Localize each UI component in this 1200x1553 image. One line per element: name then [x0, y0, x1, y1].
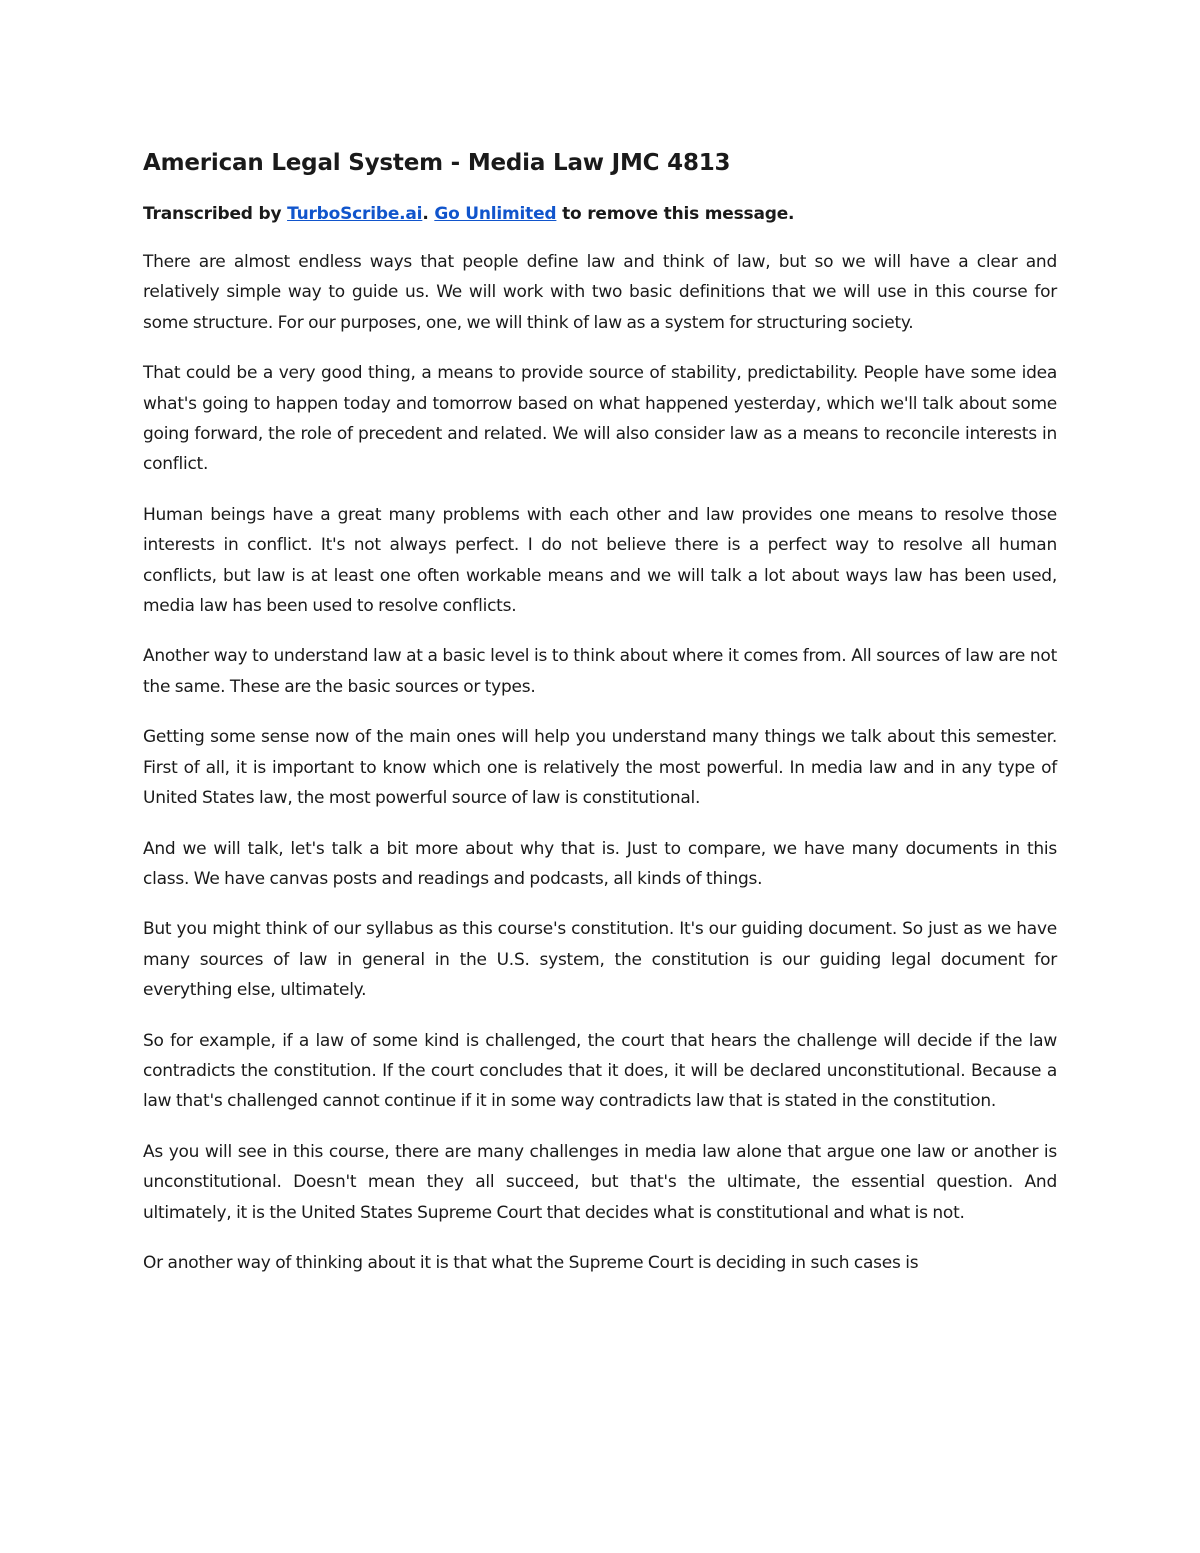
banner-suffix: to remove this message.: [556, 204, 795, 224]
paragraph: That could be a very good thing, a means to provide source of stability, predictability. People have some idea what's going to happen today and tomorrow based on what happened yesterday, which we'll talk about some going forward, the role of precedent and related. We will also consider law as a means to reconcile interests in conflict.: [143, 363, 1057, 475]
go-unlimited-link[interactable]: Go Unlimited: [434, 204, 557, 224]
banner-prefix: Transcribed by: [143, 204, 288, 224]
paragraph: Or another way of thinking about it is that what the Supreme Court is deciding in such cases is: [143, 1252, 919, 1273]
turboscribe-link[interactable]: TurboScribe.ai: [287, 204, 423, 224]
paragraph: As you will see in this course, there are many challenges in media law alone that argue one law or another is unconstitutional. Doesn't mean they all succeed, but that's the ultimate, the essential question. And ultimately, it is the United States Supreme Court that decides what is constitutional and what is not.: [143, 1141, 1057, 1223]
paragraph: There are almost endless ways that people define law and think of law, but so we will have a clear and relatively simple way to guide us. We will work with two basic definitions that we will use in this course for some structure. For our purposes, one, we will think of law as a system for structuring society.: [143, 252, 1057, 333]
paragraph: So for example, if a law of some kind is challenged, the court that hears the challenge will decide if the law contradicts the constitution. If the court concludes that it does, it will be declared unconstitutional. Because a law that's challenged cannot continue if it in some way contradicts law that is stated in the constitution.: [143, 1030, 1057, 1112]
document-title: American Legal System - Media Law JMC 4813: [143, 150, 731, 176]
paragraph: But you might think of our syllabus as this course's constitution. It's our guiding document. So just as we have many sources of law in general in the U.S. system, the constitution is our guiding legal document for everything else, ultimately.: [143, 919, 1057, 1001]
document-page: [143, 145, 1057, 1298]
paragraph: Getting some sense now of the main ones will help you understand many things we talk about this semester. First of all, it is important to know which one is relatively the most powerful. In media law and in any type of United States law, the most powerful source of law is constitutional.: [143, 727, 1057, 809]
paragraph: And we will talk, let's talk a bit more about why that is. Just to compare, we have many documents in this class. We have canvas posts and readings and podcasts, all kinds of things.: [143, 838, 1057, 889]
banner-separator: .: [422, 204, 435, 224]
paragraph: Another way to understand law at a basic level is to think about where it comes from. All sources of law are not the same. These are the basic sources or types.: [143, 646, 1057, 697]
transcription-banner: [143, 201, 1057, 227]
paragraph: Human beings have a great many problems with each other and law provides one means to resolve those interests in conflict. It's not always perfect. I do not believe there is a perfect way to resolve all human conflicts, but law is at least one often workable means and we will talk a lot about ways law has been used, media law has been used to resolve conflicts.: [143, 504, 1057, 617]
